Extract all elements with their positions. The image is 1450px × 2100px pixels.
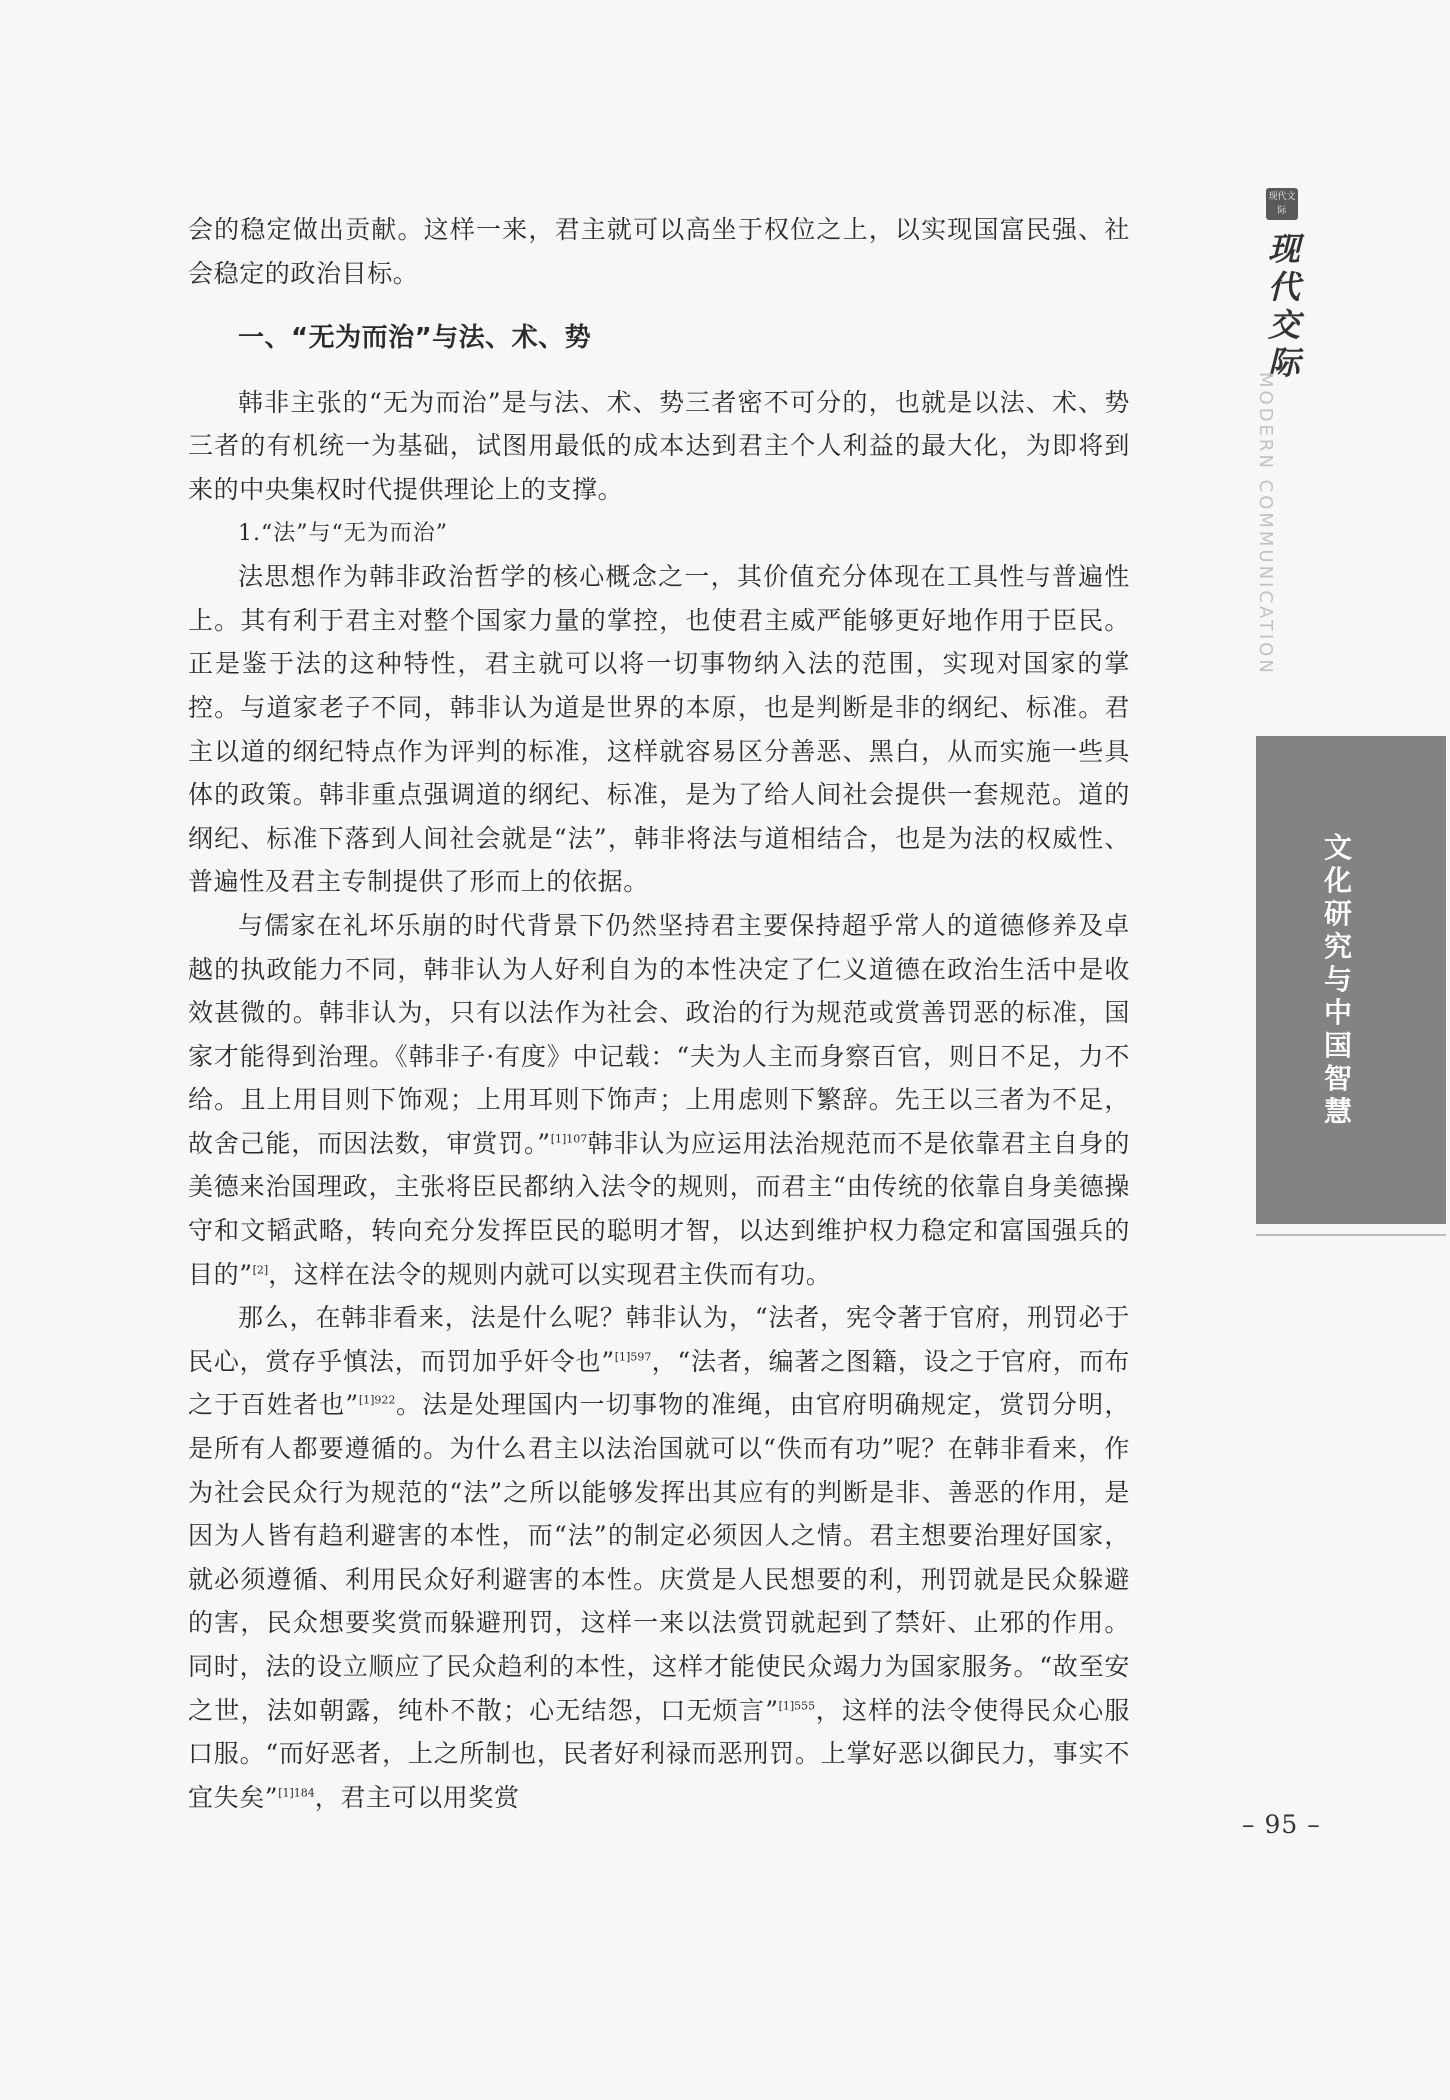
paragraph-text: 那么，在韩非看来，法是什么呢？韩非认为，“法者，宪令著于官府，刑罚必于民心，赏存乎慎法，而罚加乎奸令也”: [188, 1303, 1130, 1376]
paragraph-text: ，君主可以用奖赏: [314, 1782, 520, 1812]
paragraph-what-is-law: [188, 1296, 1130, 1819]
paragraph-text: ，这样在法令的规则内就可以实现君主佚而有功。: [268, 1259, 832, 1289]
paragraph-continuation: 会的稳定做出贡献。这样一来，君主就可以高坐于权位之上，以实现国富民强、社会稳定的政治目标。: [188, 215, 1130, 288]
paragraph-confucian-contrast: [188, 904, 1130, 1296]
paragraph-text: ，这样的法令使得民众心服口服。“而好恶者，上之所制也，民者好利禄而恶刑罚。上掌好恶以御民力，事实不宜失矣”: [188, 1695, 1130, 1812]
citation-ref: [1]107: [550, 1132, 588, 1146]
citation-ref: [1]597: [614, 1350, 652, 1364]
citation-ref: [1]555: [778, 1699, 816, 1713]
subsection-heading: 1.“法”与“无为而治”: [238, 520, 448, 546]
journal-title-en: MODERN COMMUNICATION: [1255, 372, 1276, 676]
page-number: – 95 –: [1242, 1810, 1321, 1839]
section-heading: 一、“无为而治”与法、术、势: [238, 323, 592, 354]
paragraph-text: 韩非认为应运用法治规范而不是依靠君主自身的美德来治国理政，主张将臣民都纳入法令的规则，而君主“由传统的依靠自身美德操守和文韬武略，转向充分发挥臣民的聪明才智，以达到维护权力稳定和富国强兵的目的”: [188, 1128, 1130, 1289]
section-title: 文化研究与中国智慧: [1323, 831, 1352, 1128]
paragraph-text: 与儒家在礼坏乐崩的时代背景下仍然坚持君主要保持超乎常人的道德修养及卓越的执政能力不同，韩非认为人好利自为的本性决定了仁义道德在政治生活中是收效甚微的。韩非认为，只有以法作为社会、政治的行为规范或赏善罚恶的标准，国家才能得到治理。《韩非子·有度》中记载：“夫为人主而身察百官，则日不足，力不给。且上用目则下饰观；上用耳则下饰声；上用虑则下繁辞。先王以三者为不足，故舍己能，而因法数，审赏罚。”: [188, 910, 1130, 1158]
article-body: [188, 208, 1130, 1819]
paragraph-text: ，“法者，编著之图籍，设之于官府，而布之于百姓者也”: [188, 1346, 1131, 1420]
paragraph-text: 。法是处理国内一切事物的准绳，由官府明确规定，赏罚分明，是所有人都要遵循的。为什么君主以法治国就可以“佚而有功”呢？在韩非看来，作为社会民众行为规范的“法”之所以能够发挥出其应有的判断是非、善恶的作用，是因为人皆有趋利避害的本性，而“法”的制定必须因人之情。君主想要治理好国家，就必须遵循、利用民众好利避害的本性。庆赏是人民想要的利，刑罚就是民众躲避的害，民众想要奖赏而躲避刑罚，这样一来以法赏罚就起到了禁奸、止邪的作用。同时，法的设立顺应了民众趋利的本性，这样才能使民众竭力为国家服务。“故至安之世，法如朝露，纯朴不散；心无结怨，口无烦言”: [188, 1390, 1131, 1725]
journal-logo-icon: 现代文际: [1266, 188, 1298, 220]
citation-ref: [2]: [252, 1263, 269, 1277]
section-tab: [1256, 736, 1446, 1224]
journal-title-cn: 现代交际: [1267, 230, 1300, 382]
paragraph-intro: 韩非主张的“无为而治”是与法、术、势三者密不可分的，也就是以法、术、势三者的有机统一为基础，试图用最低的成本达到君主个人利益的最大化，为即将到来的中央集权时代提供理论上的支撑。: [188, 387, 1130, 504]
citation-ref: [1]184: [278, 1786, 315, 1800]
paragraph-law-concept: 法思想作为韩非政治哲学的核心概念之一，其价值充分体现在工具性与普遍性上。其有利于君主对整个国家力量的掌控，也使君主威严能够更好地作用于臣民。正是鉴于法的这种特性，君主就可以将一切事物纳入法的范围，实现对国家的掌控。与道家老子不同，韩非认为道是世界的本原，也是判断是非的纲纪、标准。君主以道的纲纪特点作为评判的标准，这样就容易区分善恶、黑白，从而实施一些具体的政策。韩非重点强调道的纲纪、标准，是为了给人间社会提供一套规范。道的纲纪、标准下落到人间社会就是“法”，韩非将法与道相结合，也是为法的权威性、普遍性及君主专制提供了形而上的依据。: [188, 562, 1130, 897]
citation-ref: [1]922: [358, 1394, 396, 1408]
divider: [1256, 1234, 1446, 1236]
